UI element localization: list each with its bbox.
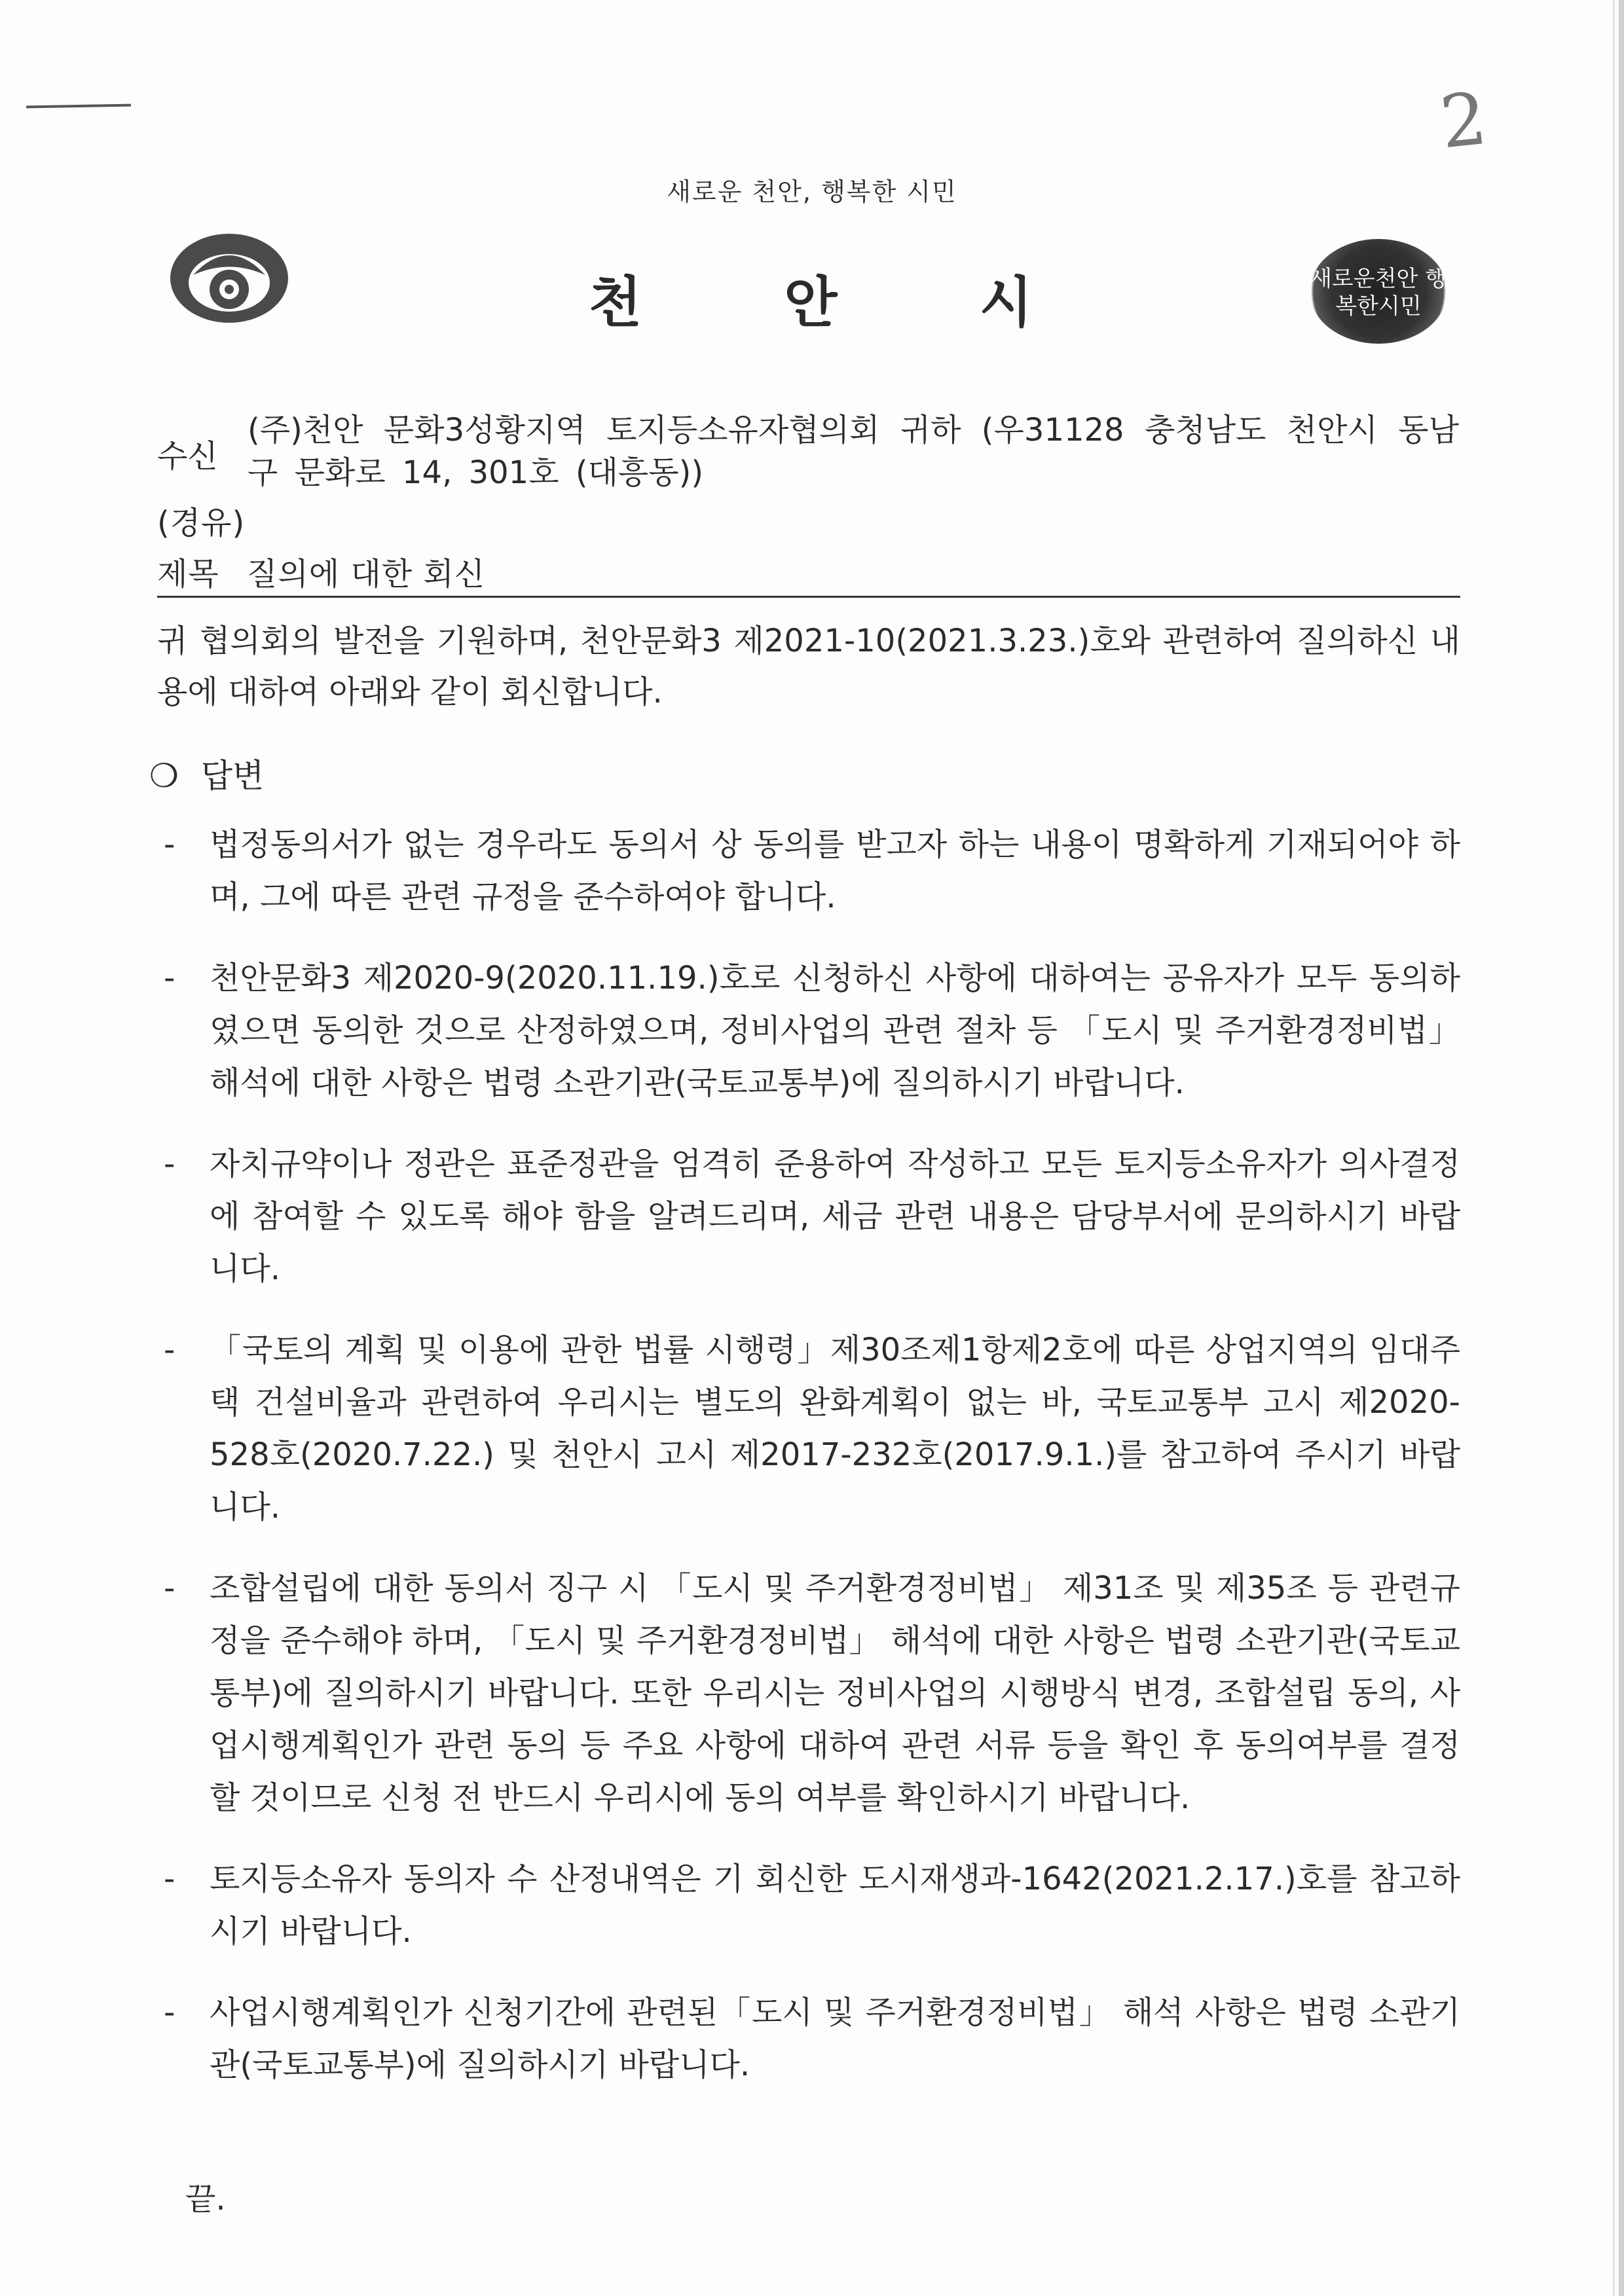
dash-marker: - <box>164 1994 175 2031</box>
scan-edge-line <box>1613 0 1615 2296</box>
via-label: (경유) <box>157 505 246 541</box>
closing-mark: 끝. <box>185 2181 226 2217</box>
answer-text: 조합설립에 대한 동의서 징구 시 「도시 및 주거환경정비법」 제31조 및 제35조 등 관련규정을 준수해야 하며, 「도시 및 주거환경정비법」 해석에 대한 사항은 법령 소관기관(국토교통부)에 질의하시기 바랍니다. 또한 우리시는 정비사업의 시행방식 변경, 조합설립 동의, 사업시행계획인가 관련 동의 등 주요 사항에 대하여 관련 서류 등을 확인 후 동의여부를 결정할 것이므로 신청 전 반드시 우리시에 동의 여부를 확인하시기 바랍니다. <box>210 1570 1460 1816</box>
answer-list <box>164 818 1460 2120</box>
answer-text: 토지등소유자 동의자 수 산정내역은 기 회신한 도시재생과-1642(2021.2.17.)호를 참고하시기 바랍니다. <box>210 1861 1460 1950</box>
recipient-label: 수신 <box>157 438 218 475</box>
seal-text: 새로운천안 행복한시민 <box>1310 266 1447 319</box>
answer-item <box>164 952 1460 1109</box>
answer-item <box>164 1138 1460 1295</box>
intro-paragraph: 귀 협의회의 발전을 기원하며, 천안문화3 제2021-10(2021.3.23.)호와 관련하여 질의하신 내용에 대하여 아래와 같이 회신합니다. <box>157 623 1460 710</box>
slogan: 새로운 천안, 행복한 시민 <box>667 177 957 206</box>
city-slogan-seal <box>1310 239 1447 344</box>
scan-edge <box>1619 0 1624 2296</box>
answer-text: 법정동의서가 없는 경우라도 동의서 상 동의를 받고자 하는 내용이 명확하게 기재되어야 하며, 그에 따른 관련 규정을 준수하여야 합니다. <box>210 826 1460 915</box>
circle-bullet-icon: ❍ <box>149 757 179 795</box>
answer-item <box>164 1324 1460 1533</box>
subject-row <box>157 549 485 594</box>
answer-text: 천안문화3 제2020-9(2020.11.19.)호로 신청하신 사항에 대하여는 공유자가 모두 동의하였으면 동의한 것으로 산정하였으며, 정비사업의 관련 절차 등 「도시 및 주거환경정비법」 해석에 대한 사항은 법령 소관기관(국토교통부)에 질의하시기 바랍니다. <box>210 960 1460 1101</box>
answer-text: 사업시행계획인가 신청기간에 관련된「도시 및 주거환경정비법」 해석 사항은 법령 소관기관(국토교통부)에 질의하시기 바랍니다. <box>210 1994 1460 2083</box>
answer-text: 자치규약이나 정관은 표준정관을 엄격히 준용하여 작성하고 모든 토지등소유자가 의사결정에 참여할 수 있도록 해야 함을 알려드리며, 세금 관련 내용은 담당부서에 문의하시기 바랍니다. <box>210 1146 1460 1287</box>
dash-marker: - <box>164 1570 175 1607</box>
pen-stroke-mark <box>26 104 131 109</box>
subject: 질의에 대한 회신 <box>247 556 486 592</box>
answer-section-heading <box>149 750 264 797</box>
dash-marker: - <box>164 1332 175 1368</box>
dash-marker: - <box>164 1861 175 1897</box>
section-title: 답변 <box>200 757 265 795</box>
dash-marker: - <box>164 960 175 996</box>
recipient: (주)천안 문화3성황지역 토지등소유자협의회 귀하 (우31128 충청남도 천안시 동남구 문화로 14, 301호 (대흥동)) <box>248 412 1459 491</box>
header-divider <box>157 596 1460 598</box>
answer-item <box>164 1986 1460 2091</box>
dash-marker: - <box>164 826 175 863</box>
city-title: 천 안 시 <box>589 270 1035 335</box>
dash-marker: - <box>164 1146 175 1182</box>
answer-item <box>164 1853 1460 1958</box>
answer-item <box>164 1562 1460 1824</box>
subject-label: 제목 <box>157 556 219 592</box>
answer-text: 「국토의 계획 및 이용에 관한 법률 시행령」제30조제1항제2호에 따른 상업지역의 임대주택 건설비율과 관련하여 우리시는 별도의 완화계획이 없는 바, 국토교통부 고시 제2020-528호(2020.7.22.) 및 천안시 고시 제2017-232호(2017.9.1.)를 참고하여 주시기 바랍니다. <box>210 1332 1460 1525</box>
handwritten-page-mark: 2 <box>1436 76 1491 165</box>
answer-item <box>164 818 1460 923</box>
